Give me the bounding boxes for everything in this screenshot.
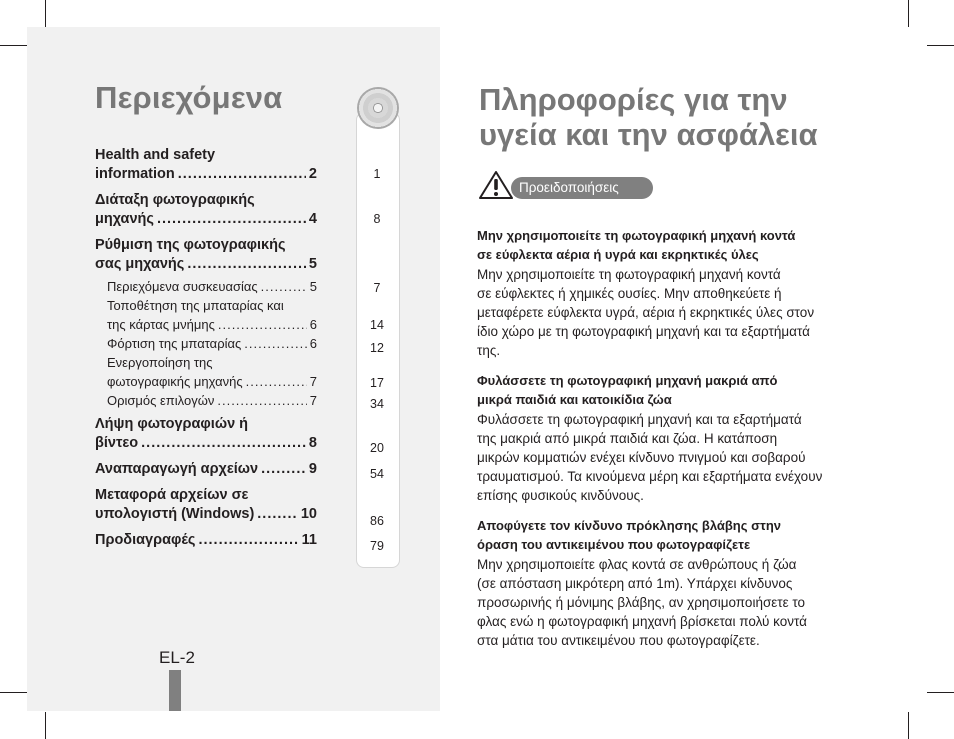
toc-entry-text: Διάταξη φωτογραφικής	[95, 192, 255, 208]
toc-entry[interactable]	[95, 531, 317, 550]
body-line: Μην χρησιμοποιείτε τη φωτογραφική μηχανή κοντά	[477, 267, 781, 282]
strip-number: 34	[370, 397, 384, 411]
warning-icon	[478, 170, 514, 200]
body-line: μεταφέρετε εύφλεκτα υγρά, αέρια ή εκρηκτικές ύλες στον	[477, 305, 815, 320]
crop-mark	[908, 712, 909, 739]
crop-mark	[0, 692, 27, 693]
heading-line: Φυλάσσετε τη φωτογραφική μηχανή μακριά από	[477, 373, 778, 388]
toc-entry[interactable]	[95, 191, 317, 229]
strip-number: 86	[370, 514, 384, 528]
body-line: φλας ενώ η φωτογραφική μηχανή βρίσκεται πολύ κοντά	[477, 614, 807, 629]
section-body	[477, 555, 855, 650]
toc-page-number: 4	[308, 211, 317, 227]
crop-mark	[45, 0, 46, 27]
heading-line: Αποφύγετε τον κίνδυνο πρόκλησης βλάβης στην	[477, 518, 781, 533]
strip-number: 54	[370, 467, 384, 481]
section-body	[477, 265, 855, 360]
dot-leader	[187, 255, 306, 274]
body-line: τραυματισμού. Τα κινούμενα μέρη και εξαρτήματα ενέχουν	[477, 469, 823, 484]
toc-entry-text: μηχανής	[95, 211, 154, 227]
crop-mark	[0, 45, 27, 46]
toc-entry-text: υπολογιστή (Windows)	[95, 506, 255, 522]
toc-page-number: 6	[309, 317, 317, 332]
strip-number: 20	[370, 441, 384, 455]
toc-entry-text: Ορισμός επιλογών	[107, 393, 215, 408]
toc-entry-text: Αναπαραγωγή αρχείων	[95, 461, 259, 477]
toc-entry-text: σας μηχανής	[95, 256, 185, 272]
toc-subentry[interactable]	[107, 296, 317, 334]
section-heading	[477, 226, 855, 264]
strip-number: 14	[370, 318, 384, 332]
toc-entry[interactable]	[95, 460, 317, 479]
dot-leader	[261, 460, 306, 479]
body-line: (σε απόσταση μικρότερη από 1m). Υπάρχει κίνδυνος	[477, 576, 793, 591]
section-title	[479, 82, 879, 152]
toc-page-number: 7	[309, 374, 317, 389]
body-line: της.	[477, 343, 501, 358]
page-edge-tab	[169, 670, 181, 711]
page-number: EL-2	[159, 648, 195, 667]
crop-mark	[45, 712, 46, 739]
body-line: προσωρινής ή μόνιμης βλάβης, αν χρησιμοποιήσετε το	[477, 595, 806, 610]
dot-leader	[198, 531, 298, 550]
dot-leader	[178, 165, 306, 184]
toc-entry-text: Ρύθμιση της φωτογραφικής	[95, 237, 286, 253]
toc-page-number: 8	[308, 435, 317, 451]
strip-number: 79	[370, 539, 384, 553]
dot-leader	[217, 391, 306, 410]
toc-subentry[interactable]	[107, 277, 317, 296]
strip-number: 17	[370, 376, 384, 390]
section-title-line: Πληροφορίες για την	[479, 82, 788, 117]
disc-icon	[357, 87, 399, 129]
toc-page-number: 9	[308, 461, 317, 477]
body-line: μικρών κομματιών ενέχει κίνδυνο πνιγμού και σοβαρού	[477, 450, 806, 465]
toc-entry-text: Περιεχόμενα συσκευασίας	[107, 279, 258, 294]
body-line: της μακριά από μικρά παιδιά και ζώα. Η κατάποση	[477, 431, 778, 446]
dot-leader	[246, 372, 307, 391]
toc-entry[interactable]	[95, 236, 317, 274]
toc-entry[interactable]	[95, 415, 317, 453]
dot-leader	[261, 277, 307, 296]
toc-entry-text: Φόρτιση της μπαταρίας	[107, 336, 242, 351]
heading-line: όραση του αντικειμένου που φωτογραφίζετε	[477, 537, 751, 552]
toc-entry-text: Τοποθέτηση της μπαταρίας και	[107, 298, 284, 313]
toc-subentry[interactable]	[107, 391, 317, 410]
dot-leader	[244, 334, 307, 353]
section-heading	[477, 371, 855, 409]
toc-page-number: 5	[308, 256, 317, 272]
body-line: επίσης φυσικούς κινδύνους.	[477, 488, 644, 503]
toc-entry-text: Μεταφορά αρχείων σε	[95, 487, 249, 503]
body-line: Φυλάσσετε τη φωτογραφική μηχανή και τα εξαρτήματά	[477, 412, 802, 427]
crop-mark	[927, 45, 954, 46]
safety-section	[477, 516, 855, 650]
section-heading	[477, 516, 855, 554]
safety-section	[477, 371, 855, 505]
warnings-label: Προειδοποιήσεις	[511, 177, 653, 199]
safety-section	[477, 226, 855, 360]
heading-line: μικρά παιδιά και κατοικίδια ζώα	[477, 392, 672, 407]
toc-entry[interactable]	[95, 486, 317, 524]
body-line: στα μάτια του αντικειμένου που φωτογραφίζετε.	[477, 633, 760, 648]
toc-entry[interactable]	[95, 146, 317, 184]
toc-page-number: 11	[301, 532, 317, 548]
toc-entry-text: information	[95, 166, 175, 182]
toc-entry-text: Προδιαγραφές	[95, 532, 196, 548]
dot-leader	[157, 210, 306, 229]
table-of-contents	[95, 146, 317, 550]
toc-page-number: 5	[309, 279, 317, 294]
crop-mark	[908, 0, 909, 27]
crop-mark	[927, 692, 954, 693]
dot-leader	[257, 505, 298, 524]
toc-entry-text: Health and safety	[95, 147, 216, 163]
body-line: Μην χρησιμοποιείτε φλας κοντά σε ανθρώπους ή ζώα	[477, 557, 797, 572]
toc-entry-text: βίντεο	[95, 435, 139, 451]
toc-subentry[interactable]	[107, 334, 317, 353]
toc-page-number: 7	[309, 393, 317, 408]
toc-page-number: 10	[300, 506, 317, 522]
body-line: σε εύφλεκτες ή χημικές ουσίες. Μην αποθηκεύετε ή	[477, 286, 782, 301]
dot-leader	[141, 434, 306, 453]
toc-page-number: 2	[308, 166, 317, 182]
strip-number: 8	[373, 212, 381, 226]
toc-entry-text: Ενεργοποίηση της	[107, 355, 213, 370]
strip-number: 1	[373, 167, 381, 181]
section-title-line: υγεία και την ασφάλεια	[479, 117, 818, 152]
heading-line: Μην χρησιμοποιείτε τη φωτογραφική μηχανή κοντά	[477, 228, 796, 243]
contents-title: Περιεχόμενα	[95, 80, 283, 115]
body-line: ίδιο χώρο με τη φωτογραφική μηχανή και τα εξαρτήματά	[477, 324, 810, 339]
dot-leader	[218, 315, 307, 334]
toc-entry-text: της κάρτας μνήμης	[107, 317, 215, 332]
toc-entry-text: φωτογραφικής μηχανής	[107, 374, 243, 389]
strip-number: 7	[373, 281, 381, 295]
heading-line: σε εύφλεκτα αέρια ή υγρά και εκρηκτικές ύλες	[477, 247, 759, 262]
toc-entry-text: Λήψη φωτογραφιών ή	[95, 416, 249, 432]
toc-page-number: 6	[309, 336, 317, 351]
strip-number: 12	[370, 341, 384, 355]
toc-subentry[interactable]	[107, 353, 317, 391]
section-body	[477, 410, 855, 505]
